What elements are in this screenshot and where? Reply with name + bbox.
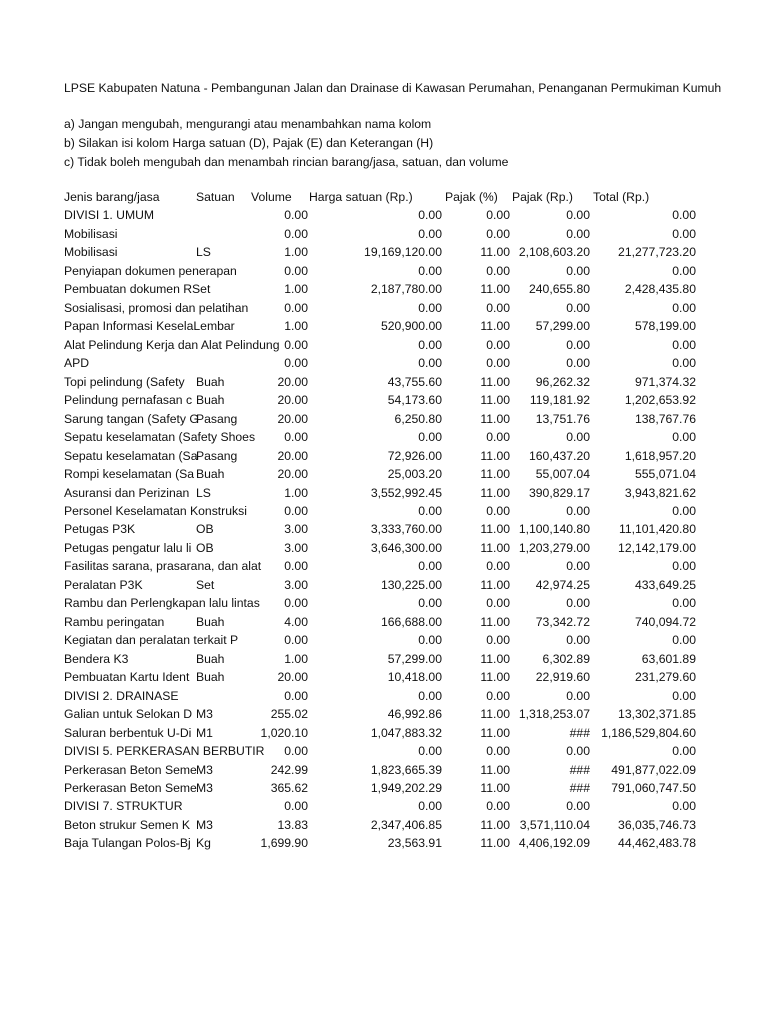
item-volume: 0.00	[284, 226, 308, 241]
item-volume: 20.00	[277, 467, 308, 482]
item-tax-amount: 0.00	[566, 300, 590, 315]
item-tax-percent: 0.00	[486, 596, 510, 611]
item-volume: 0.00	[284, 633, 308, 648]
item-volume: 20.00	[277, 374, 308, 389]
item-unit: Buah	[196, 374, 225, 389]
item-unit-price: 166,688.00	[381, 614, 442, 629]
item-volume: 0.00	[284, 799, 308, 814]
item-tax-percent: 11.00	[480, 725, 510, 740]
item-volume: 4.00	[284, 614, 308, 629]
item-total: 0.00	[672, 596, 696, 611]
table-row	[64, 447, 700, 465]
item-name: Asuransi dan Perizinan	[64, 485, 190, 500]
table-row	[64, 779, 700, 797]
item-unit-price: 1,949,202.29	[370, 781, 442, 795]
item-tax-percent: 11.00	[480, 762, 510, 777]
item-tax-percent: 11.00	[480, 781, 510, 795]
item-tax-amount: 1,318,253.07	[518, 707, 590, 722]
table-row	[64, 539, 700, 557]
item-tax-amount: 1,203,279.00	[518, 540, 590, 555]
item-unit	[196, 428, 254, 446]
item-name: Petugas pengatur lalu li	[64, 540, 192, 555]
item-tax-percent: 11.00	[480, 411, 510, 426]
item-name: Sepatu keselamatan (Sa	[64, 448, 198, 463]
item-name: Sosialisasi, promosi dan pelatihan	[64, 300, 249, 315]
item-tax-amount: 0.00	[566, 799, 590, 814]
table-row	[64, 761, 700, 779]
item-unit: Set	[196, 577, 215, 592]
item-tax-percent: 0.00	[486, 263, 510, 278]
table-row	[64, 650, 700, 668]
table-row	[64, 705, 700, 723]
table-row	[64, 484, 700, 502]
item-unit	[196, 206, 254, 224]
item-volume: 3.00	[284, 540, 308, 555]
item-name: Mobilisasi	[64, 245, 118, 260]
item-total: 1,618,957.20	[624, 448, 696, 463]
header-harga-satuan: Harga satuan (Rp.)	[309, 190, 413, 204]
table-row	[64, 594, 700, 612]
item-tax-amount: 0.00	[566, 356, 590, 371]
item-total: 13,302,371.85	[618, 707, 696, 722]
item-tax-percent: 11.00	[480, 651, 510, 666]
item-name: Penyiapan dokumen penerapan	[64, 263, 237, 278]
item-tax-percent: 0.00	[486, 356, 510, 371]
item-tax-amount: 0.00	[566, 688, 590, 703]
item-tax-percent: 0.00	[486, 208, 510, 223]
item-unit	[196, 502, 254, 520]
table-row	[64, 428, 700, 446]
item-total: 433,649.25	[635, 577, 696, 592]
item-total: 11,101,420.80	[618, 522, 696, 537]
item-unit-price: 0.00	[418, 633, 442, 648]
item-tax-amount: 42,974.25	[535, 577, 590, 592]
item-volume: 242.99	[270, 762, 308, 777]
header-pajak-rp: Pajak (Rp.)	[512, 190, 573, 204]
table-row	[64, 299, 700, 317]
item-unit-price: 0.00	[418, 226, 442, 241]
item-name: Beton strukur Semen K	[64, 817, 190, 832]
item-total: 0.00	[672, 559, 696, 574]
table-row	[64, 502, 700, 520]
item-total: 0.00	[672, 503, 696, 518]
item-name: Galian untuk Selokan D	[64, 707, 193, 722]
item-unit	[196, 280, 254, 298]
item-tax-amount: 0.00	[566, 503, 590, 518]
item-tax-percent: 0.00	[486, 300, 510, 315]
item-volume: 1.00	[284, 485, 308, 500]
item-unit	[196, 557, 254, 575]
item-unit-price: 43,755.60	[387, 374, 442, 389]
item-tax-amount: 0.00	[566, 226, 590, 241]
item-unit: LS	[196, 485, 211, 500]
item-tax-amount: 6,302.89	[542, 651, 590, 666]
item-total: 12,142,179.00	[618, 540, 696, 555]
header-total: Total (Rp.)	[593, 190, 650, 204]
instruction-note-a: a) Jangan mengubah, mengurangi atau menambahkan nama kolom	[64, 117, 432, 131]
item-volume: 0.00	[284, 263, 308, 278]
item-name: Peralatan P3K	[64, 577, 143, 592]
item-unit-price: 10,418.00	[387, 670, 442, 685]
item-name: Fasilitas sarana, prasarana, dan alat	[64, 559, 262, 574]
item-tax-percent: 0.00	[486, 226, 510, 241]
item-volume: 13.83	[277, 817, 308, 832]
item-unit-price: 520,900.00	[381, 319, 442, 334]
item-name: Sarung tangan (Safety G	[64, 411, 199, 426]
item-name: Personel Keselamatan Konstruksi	[64, 503, 247, 518]
item-volume: 3.00	[284, 577, 308, 592]
item-volume: 1,699.90	[260, 836, 308, 851]
item-unit: Buah	[196, 393, 225, 408]
item-tax-percent: 11.00	[480, 817, 510, 832]
item-name: Pembuatan Kartu Ident	[64, 670, 190, 685]
item-volume: 1.00	[284, 245, 308, 260]
item-volume: 255.02	[270, 707, 308, 722]
header-satuan: Satuan	[196, 190, 235, 204]
item-total: 555,071.04	[635, 467, 696, 482]
table-row	[64, 391, 700, 409]
item-unit-price: 0.00	[418, 503, 442, 518]
table-header-row	[64, 188, 700, 206]
item-volume: 0.00	[284, 559, 308, 574]
item-unit	[196, 797, 254, 815]
item-name: DIVISI 1. UMUM	[64, 208, 155, 223]
item-unit: M3	[196, 817, 213, 832]
item-unit: OB	[196, 540, 214, 555]
table-row	[64, 336, 700, 354]
item-unit-price: 0.00	[418, 744, 442, 759]
item-tax-percent: 11.00	[480, 485, 510, 500]
item-unit-price: 0.00	[418, 559, 442, 574]
item-tax-amount: 0.00	[566, 633, 590, 648]
item-total: 231,279.60	[635, 670, 696, 685]
table-row	[64, 631, 700, 649]
header-jenis-barang: Jenis barang/jasa	[64, 190, 160, 204]
item-tax-percent: 0.00	[486, 799, 510, 814]
header-pajak-persen: Pajak (%)	[445, 190, 498, 204]
item-name: Saluran berbentuk U-Di	[64, 725, 192, 740]
item-unit	[196, 631, 254, 649]
item-tax-amount: 55,007.04	[535, 467, 590, 482]
item-unit: Buah	[196, 670, 225, 685]
item-volume: 365.62	[270, 781, 308, 795]
item-name: DIVISI 5. PERKERASAN BERBUTIR	[64, 744, 265, 759]
item-volume: 0.00	[284, 300, 308, 315]
item-tax-amount: 0.00	[566, 263, 590, 278]
item-total: 138,767.76	[635, 411, 696, 426]
item-tax-percent: 11.00	[480, 670, 510, 685]
item-unit: LS	[196, 245, 211, 260]
item-volume: 0.00	[284, 337, 308, 352]
item-unit-price: 25,003.20	[387, 467, 442, 482]
table-row	[64, 797, 700, 815]
table-row	[64, 816, 700, 834]
item-volume: 0.00	[284, 688, 308, 703]
item-total: 491,877,022.09	[611, 762, 696, 777]
item-name: Perkerasan Beton Seme	[64, 762, 197, 777]
item-unit: M3	[196, 762, 213, 777]
item-unit-price: 19,169,120.00	[364, 245, 442, 260]
table-row	[64, 724, 700, 742]
item-name: Bendera K3	[64, 651, 129, 666]
item-unit-price: 46,992.86	[387, 707, 442, 722]
item-tax-percent: 11.00	[480, 836, 510, 851]
item-total: 63,601.89	[641, 651, 696, 666]
item-unit-price: 23,563.91	[387, 836, 442, 851]
table-row	[64, 465, 700, 483]
item-tax-percent: 11.00	[480, 467, 510, 482]
table-row	[64, 557, 700, 575]
item-name: Rompi keselamatan (Sa	[64, 467, 195, 482]
item-unit-price: 0.00	[418, 356, 442, 371]
item-unit-price: 0.00	[418, 688, 442, 703]
item-volume: 20.00	[277, 670, 308, 685]
item-volume: 0.00	[284, 356, 308, 371]
item-unit: Buah	[196, 651, 225, 666]
item-total: 21,277,723.20	[618, 245, 696, 260]
item-unit-price: 0.00	[418, 300, 442, 315]
item-total: 791,060,747.50	[611, 781, 696, 795]
item-name: Sepatu keselamatan (Safety Shoes	[64, 430, 256, 445]
item-total: 1,186,529,804.60	[601, 725, 696, 740]
price-table	[64, 188, 700, 853]
item-tax-amount: 1,100,140.80	[518, 522, 590, 537]
item-tax-percent: 11.00	[480, 448, 510, 463]
table-row	[64, 834, 700, 852]
item-unit-price: 3,333,760.00	[370, 522, 442, 537]
item-tax-amount: 96,262.32	[535, 374, 590, 389]
item-unit-price: 0.00	[418, 208, 442, 223]
item-name: Alat Pelindung Kerja dan Alat Pelindung	[64, 337, 280, 352]
table-row	[64, 373, 700, 391]
item-tax-percent: 0.00	[486, 430, 510, 445]
item-volume: 1.00	[284, 651, 308, 666]
item-unit-price: 0.00	[418, 799, 442, 814]
item-name: Petugas P3K	[64, 522, 136, 537]
item-unit	[196, 687, 254, 705]
instruction-note-c: c) Tidak boleh mengubah dan menambah rincian barang/jasa, satuan, dan volume	[64, 155, 509, 169]
item-tax-amount: 2,108,603.20	[518, 245, 590, 260]
item-tax-amount: 240,655.80	[529, 282, 590, 297]
item-unit	[196, 336, 254, 354]
item-name: Mobilisasi	[64, 226, 118, 241]
item-tax-amount: 0.00	[566, 744, 590, 759]
item-unit-price: 72,926.00	[387, 448, 442, 463]
table-row	[64, 317, 700, 335]
item-unit: OB	[196, 522, 214, 537]
item-unit-price: 54,173.60	[387, 393, 442, 408]
item-total: 36,035,746.73	[618, 817, 696, 832]
item-unit: Kg	[196, 836, 211, 851]
item-unit-price: 0.00	[418, 430, 442, 445]
instruction-note-b: b) Silakan isi kolom Harga satuan (D), Pajak (E) dan Keterangan (H)	[64, 136, 434, 150]
item-tax-percent: 11.00	[480, 374, 510, 389]
item-total: 740,094.72	[635, 614, 696, 629]
item-tax-amount: ###	[569, 762, 590, 777]
item-tax-amount: 0.00	[566, 559, 590, 574]
item-tax-percent: 11.00	[480, 614, 510, 629]
item-unit-price: 1,823,665.39	[370, 762, 442, 777]
item-name: Pembuatan dokumen RSet	[64, 282, 211, 297]
item-tax-amount: 390,829.17	[529, 485, 590, 500]
item-unit-price: 0.00	[418, 337, 442, 352]
table-row	[64, 520, 700, 538]
item-tax-amount: 13,751.76	[535, 411, 590, 426]
item-volume: 1,020.10	[260, 725, 308, 740]
item-volume: 20.00	[277, 393, 308, 408]
item-tax-percent: 0.00	[486, 633, 510, 648]
item-tax-percent: 11.00	[480, 522, 510, 537]
item-total: 578,199.00	[635, 319, 696, 334]
table-body	[64, 206, 700, 852]
item-volume: 1.00	[284, 319, 308, 334]
table-row	[64, 280, 700, 298]
item-unit-price: 2,347,406.85	[370, 817, 442, 832]
item-name: Rambu peringatan	[64, 614, 165, 629]
item-total: 0.00	[672, 356, 696, 371]
item-name: APD	[64, 356, 90, 371]
item-unit: Buah	[196, 467, 225, 482]
table-row	[64, 354, 700, 372]
item-tax-percent: 11.00	[480, 393, 510, 408]
item-name: Baja Tulangan Polos-Bj	[64, 836, 191, 851]
item-tax-percent: 0.00	[486, 559, 510, 574]
item-total: 0.00	[672, 688, 696, 703]
item-tax-percent: 11.00	[480, 245, 510, 260]
item-total: 0.00	[672, 633, 696, 648]
item-tax-amount: 3,571,110.04	[519, 817, 590, 832]
header-volume: Volume	[251, 190, 292, 204]
table-row	[64, 613, 700, 631]
item-tax-amount: 0.00	[566, 337, 590, 352]
item-total: 0.00	[672, 799, 696, 814]
item-tax-amount: 119,181.92	[529, 393, 590, 408]
item-tax-percent: 0.00	[486, 744, 510, 759]
table-row	[64, 262, 700, 280]
item-volume: 0.00	[284, 503, 308, 518]
item-total: 0.00	[672, 208, 696, 223]
item-unit-price: 130,225.00	[381, 577, 442, 592]
table-row	[64, 410, 700, 428]
item-unit-price: 57,299.00	[387, 651, 442, 666]
item-unit-price: 0.00	[418, 596, 442, 611]
item-total: 0.00	[672, 263, 696, 278]
item-unit-price: 0.00	[418, 263, 442, 278]
item-unit: M1	[196, 725, 213, 740]
item-volume: 0.00	[284, 208, 308, 223]
table-row	[64, 225, 700, 243]
item-volume: 0.00	[284, 430, 308, 445]
item-tax-amount: 57,299.00	[535, 319, 590, 334]
item-name: Rambu dan Perlengkapan lalu lintas	[64, 596, 260, 611]
item-unit: Pasang	[196, 411, 238, 426]
table-row	[64, 243, 700, 261]
item-total: 2,428,435.80	[624, 282, 696, 297]
item-total: 0.00	[672, 337, 696, 352]
item-name: Perkerasan Beton Seme	[64, 781, 197, 795]
item-unit: M3	[196, 707, 213, 722]
item-tax-amount: ###	[569, 725, 590, 740]
item-tax-amount: 0.00	[566, 596, 590, 611]
item-name: Topi pelindung (Safety	[64, 374, 185, 389]
item-unit-price: 3,646,300.00	[370, 540, 442, 555]
item-unit	[196, 354, 254, 372]
item-tax-percent: 0.00	[486, 337, 510, 352]
item-volume: 1.00	[284, 282, 308, 297]
document-title: LPSE Kabupaten Natuna - Pembangunan Jalan dan Drainase di Kawasan Perumahan, Penanganan Permukiman Kumuh	[64, 81, 722, 95]
table-row	[64, 742, 700, 760]
item-tax-percent: 11.00	[480, 282, 510, 297]
item-tax-amount: 0.00	[566, 430, 590, 445]
item-tax-percent: 11.00	[480, 707, 510, 722]
item-unit-price: 1,047,883.32	[370, 725, 442, 740]
item-unit	[196, 299, 254, 317]
table-row	[64, 576, 700, 594]
item-tax-amount: ###	[569, 781, 590, 795]
item-name: Kegiatan dan peralatan terkait P	[64, 633, 239, 648]
item-unit-price: 3,552,992.45	[370, 485, 442, 500]
item-name: Papan Informasi KeselaLembar	[64, 319, 235, 334]
item-total: 971,374.32	[635, 374, 696, 389]
item-volume: 3.00	[284, 522, 308, 537]
item-volume: 0.00	[284, 596, 308, 611]
item-tax-percent: 0.00	[486, 688, 510, 703]
item-total: 0.00	[672, 430, 696, 445]
item-tax-amount: 73,342.72	[535, 614, 590, 629]
item-unit	[196, 594, 254, 612]
item-total: 3,943,821.62	[624, 485, 696, 500]
table-row	[64, 687, 700, 705]
item-volume: 0.00	[284, 744, 308, 759]
item-tax-amount: 4,406,192.09	[518, 836, 590, 851]
item-unit	[196, 225, 254, 243]
table-row	[64, 668, 700, 686]
item-unit	[196, 317, 254, 335]
item-tax-percent: 0.00	[486, 503, 510, 518]
item-unit: Buah	[196, 614, 225, 629]
item-unit	[196, 262, 254, 280]
item-tax-amount: 22,919.60	[535, 670, 590, 685]
item-tax-percent: 11.00	[480, 319, 510, 334]
item-total: 0.00	[672, 226, 696, 241]
item-unit	[196, 742, 254, 760]
item-name: Pelindung pernafasan c	[64, 393, 193, 408]
item-total: 1,202,653.92	[624, 393, 696, 408]
item-unit: M3	[196, 781, 213, 795]
item-name: DIVISI 2. DRAINASE	[64, 688, 179, 703]
item-total: 0.00	[672, 744, 696, 759]
table-row	[64, 206, 700, 224]
item-volume: 20.00	[277, 411, 308, 426]
item-tax-amount: 160,437.20	[529, 448, 590, 463]
item-unit: Pasang	[196, 448, 238, 463]
item-tax-percent: 11.00	[480, 577, 510, 592]
item-name: DIVISI 7. STRUKTUR	[64, 799, 183, 814]
item-total: 44,462,483.78	[618, 836, 696, 851]
item-unit-price: 6,250.80	[394, 411, 442, 426]
item-total: 0.00	[672, 300, 696, 315]
item-volume: 20.00	[277, 448, 308, 463]
item-tax-amount: 0.00	[566, 208, 590, 223]
item-tax-percent: 11.00	[480, 540, 510, 555]
item-unit-price: 2,187,780.00	[370, 282, 442, 297]
